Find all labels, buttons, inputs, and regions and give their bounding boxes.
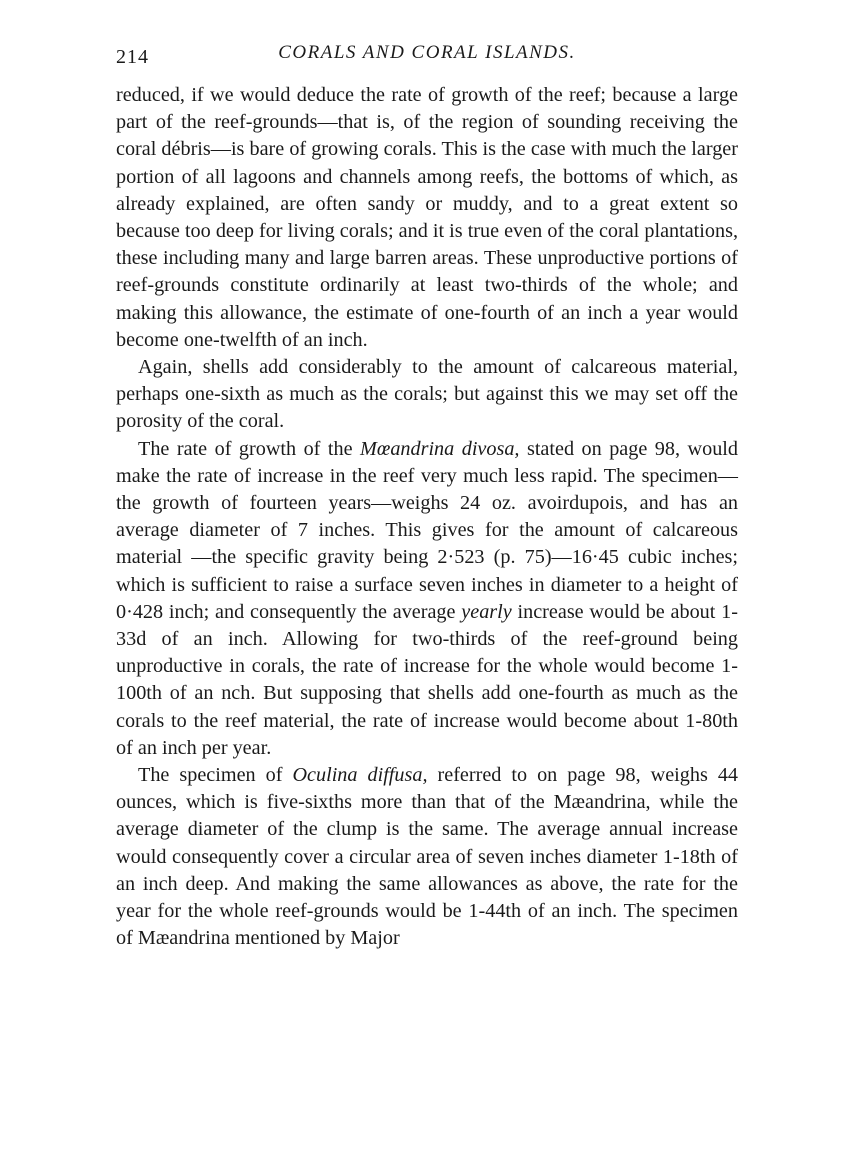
book-page (116, 42, 738, 953)
paragraph-text: referred to on page 98, weighs 44 ounces, which is five-sixths more than that of the Mæandrina, while the average diameter of the clump is the same. The average annual increase would consequently cover a circular area of seven inches diameter 1-18th of an inch deep. And making the same allowances as above, the rate for the year for the whole reef-grounds would be 1-44th of an inch. The specimen of Mæandrina mentioned by Major (116, 764, 739, 950)
running-head (116, 42, 738, 72)
paragraph-shells: Again, shells add considerably to the amount of calcareous material, perhaps one-sixth as much as the corals; but against this we may set off the porosity of the coral. (116, 356, 738, 433)
emphasis-word: yearly (461, 600, 512, 623)
paragraph-continuation: reduced, if we would deduce the rate of growth of the reef; because a large part of the reef-grounds—that is, of the region of sounding receiving the coral débris—is bare of growing corals. This is the case with much the larger portion of all lagoons and channels among reefs, the bottoms of which, as already explained, are often sandy or muddy, and to a great extent so because too deep for living corals; and it is true even of the coral plantations, these including many and large barren areas. These unproductive portions of reef-grounds constitute ordinarily at least two-thirds of the whole; and making this allowance, the estimate of one-fourth of an inch a year would become one-twelfth of an inch. (116, 84, 738, 351)
species-name: Mœandrina divosa, (360, 437, 520, 460)
paragraph-text: The rate of growth of the (138, 437, 361, 460)
species-name: Oculina diffusa, (292, 764, 428, 787)
paragraph-text: increase would be about 1-33d of an inch. Allowing for two-thirds of the reef-ground being unproductive in corals, the rate of increase for the whole would become 1-100th of an nch. But supposing that shells add one-fourth as much as the corals to the reef material, the rate of increase would become about 1-80th of an inch per year. (116, 600, 738, 759)
paragraph-maeandrina (116, 436, 738, 762)
paragraph-text: stated on page 98, would make the rate of increase in the reef very much less rapid. The specimen—the growth of fourteen years—weighs 24 oz. avoirdupois, and has an average diameter of 7 inches. This gives for the amount of calcareous material —the specific gravity being 2·523 (p. 75)—16·45 cubic inches; which is sufficient to raise a surface seven inches in diameter to a height of 0·428 inch; and consequently the average (116, 437, 738, 623)
running-title: CORALS AND CORAL ISLANDS. (278, 42, 576, 63)
paragraph-text: The specimen of (138, 764, 293, 787)
body-text (116, 82, 738, 953)
paragraph-oculina (116, 762, 738, 952)
page-number: 214 (116, 46, 149, 68)
